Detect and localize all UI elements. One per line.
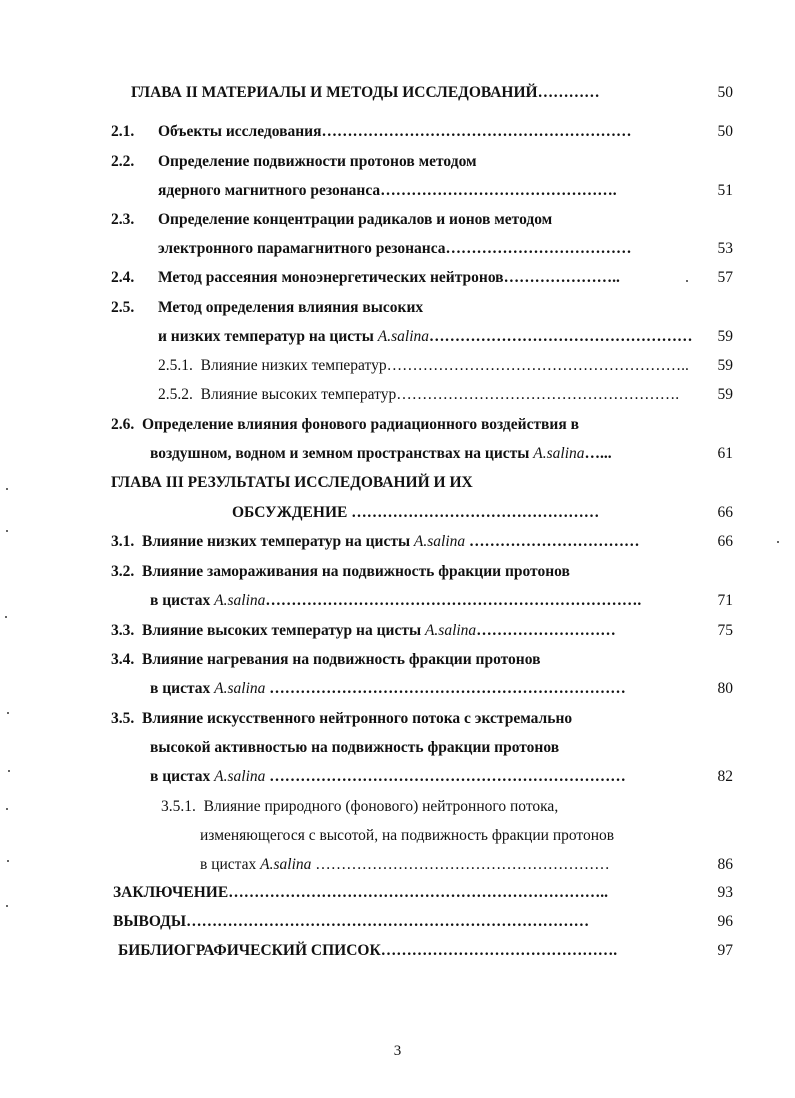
section-2-5: 2.5. Метод определения влияния высоких: [111, 299, 424, 316]
scan-speck: [5, 616, 7, 618]
section-2-5-cont: и низких температур на цисты A.salina……………………………………………: [158, 328, 693, 345]
section-3-5-1-cont: изменяющегося с высотой, на подвижность фракции протонов: [200, 827, 615, 844]
section-3-4: 3.4. Влияние нагревания на подвижность фракции протонов: [111, 651, 541, 668]
section-2-6: 2.6. Определение влияния фонового радиационного воздействия в: [111, 416, 579, 433]
section-2-2-page: 51: [717, 182, 733, 199]
section-3-3: 3.3. Влияние высоких температур на цисты A.salina………………………: [111, 622, 616, 639]
scan-speck: [777, 541, 779, 543]
section-2-4: 2.4. Метод рассеяния моноэнергетических нейтронов…………………..: [111, 269, 620, 286]
section-3-5: 3.5. Влияние искусственного нейтронного потока с экстремально: [111, 710, 573, 727]
section-3-3-page: 75: [717, 622, 733, 639]
bibliography-page: 97: [717, 942, 733, 959]
conclusion: ЗАКЛЮЧЕНИЕ………………………………………………………………..: [113, 884, 608, 901]
section-2-2: 2.2. Определение подвижности протонов методом: [111, 153, 477, 170]
section-3-5-cont2: в цистах A.salina ……………………………………………………………: [150, 768, 626, 785]
page-number: 3: [393, 1043, 402, 1059]
chapter-3-page: 66: [717, 504, 733, 521]
section-2-5-1: 2.5.1. Влияние низких температур…………………………………………………..: [158, 357, 689, 374]
section-3-2-cont: в цистах A.salina……………………………………………………………….: [150, 592, 642, 609]
bibliography: БИБЛИОГРАФИЧЕСКИЙ СПИСОК……………………………………….: [118, 942, 618, 959]
scan-speck: [6, 808, 8, 810]
scan-speck: [686, 280, 688, 282]
section-2-2-cont: ядерного магнитного резонанса……………………………………….: [158, 182, 617, 199]
section-2-1-page: 50: [717, 123, 733, 140]
scan-speck: [6, 530, 8, 532]
section-2-4-page: 57: [717, 269, 733, 286]
section-3-2-page: 71: [717, 592, 733, 609]
section-3-5-1: 3.5.1. Влияние природного (фонового) нейтронного потока,: [161, 798, 559, 815]
section-2-5-2: 2.5.2. Влияние высоких температур……………………………………………….: [158, 386, 680, 403]
scan-speck: [8, 770, 10, 772]
chapter-2-page: 50: [717, 84, 733, 101]
scan-speck: [7, 712, 9, 714]
section-3-4-cont: в цистах A.salina ……………………………………………………………: [150, 680, 626, 697]
section-2-6-page: 61: [717, 445, 733, 462]
section-3-5-cont: высокой активностью на подвижность фракции протонов: [150, 739, 560, 756]
section-2-5-2-page: 59: [717, 386, 733, 403]
chapter-2-title: ГЛАВА II МАТЕРИАЛЫ И МЕТОДЫ ИССЛЕДОВАНИЙ…………: [131, 84, 600, 101]
conclusions-list: ВЫВОДЫ……………………………………………………………………: [113, 913, 590, 930]
chapter-3-title: ГЛАВА III РЕЗУЛЬТАТЫ ИССЛЕДОВАНИЙ И ИХ: [111, 474, 473, 491]
section-2-1: 2.1. Объекты исследования……………………………………………………: [111, 123, 632, 140]
scan-speck: [6, 488, 8, 490]
section-2-6-cont: воздушном, водном и земном пространствах на цисты A.salina…...: [150, 445, 612, 462]
section-2-3-cont: электронного парамагнитного резонанса………………………………: [158, 240, 632, 257]
section-3-4-page: 80: [717, 680, 733, 697]
section-2-3: 2.3. Определение концентрации радикалов и ионов методом: [111, 211, 553, 228]
section-3-5-1-cont2: в цистах A.salina …………………………………………………: [200, 856, 610, 873]
section-3-2: 3.2. Влияние замораживания на подвижность фракции протонов: [111, 563, 570, 580]
section-2-5-page: 59: [717, 328, 733, 345]
section-2-3-page: 53: [717, 240, 733, 257]
scan-speck: [7, 860, 9, 862]
scan-speck: [6, 905, 8, 907]
conclusions-list-page: 96: [717, 913, 733, 930]
section-3-5-page: 82: [717, 768, 733, 785]
section-3-1: 3.1. Влияние низких температур на цисты A.salina ……………………………: [111, 533, 640, 550]
section-2-5-1-page: 59: [717, 357, 733, 374]
conclusion-page: 93: [717, 884, 733, 901]
section-3-5-1-page: 86: [717, 856, 733, 873]
chapter-3-title-cont: ОБСУЖДЕНИЕ …………………………………………: [232, 504, 600, 521]
section-3-1-page: 66: [717, 533, 733, 550]
